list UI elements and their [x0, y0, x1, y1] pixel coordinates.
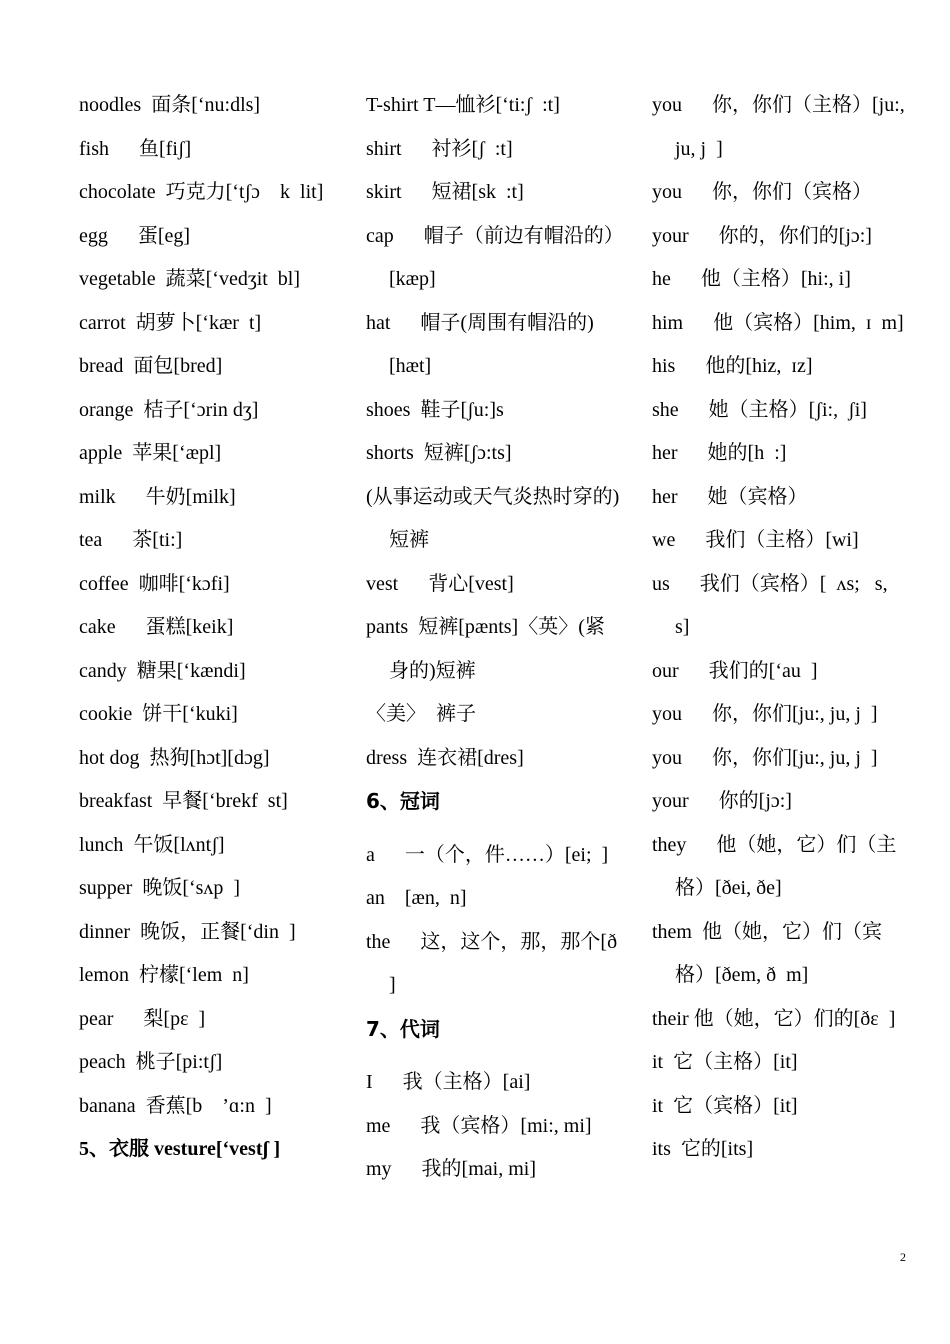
vocab-entry: vest 背心[vest]: [366, 572, 514, 595]
vocab-entry: an [æn, n]: [366, 887, 467, 909]
vocab-entry: (从事运动或天气炎热时穿的)短裤: [366, 485, 620, 551]
vocab-entry: the 这，这个，那，那个[ð ]: [366, 930, 628, 996]
vocab-entry: noodles 面条[‘nu:dls]: [79, 94, 261, 116]
vocab-entry: milk 牛奶[milk]: [79, 485, 236, 508]
vocab-entry: dinner 晚饭，正餐[‘din ]: [79, 920, 296, 943]
vocab-entry: peach 桃子[pi:tʃ]: [79, 1051, 223, 1073]
vocab-entry: she 她（主格）[ʃi:, ʃi]: [652, 398, 867, 421]
vocab-entry: his 他的[hiz, ɪz]: [652, 355, 813, 377]
vocab-entry: apple 苹果[‘æpl]: [79, 442, 222, 464]
vocab-entry: your 你的[jɔ:]: [652, 790, 792, 812]
vocab-entry: lemon 柠檬[‘lem n]: [79, 964, 249, 986]
vocab-entry: pants 短裤[pænts]〈英〉(紧身的)短裤: [366, 616, 605, 682]
section-heading-clothes: 5、衣服 vesture[‘vestʃ ]: [79, 1138, 281, 1160]
vocab-entry: it 它（主格）[it]: [652, 1051, 798, 1073]
vocab-entry: you 你，你们（主格）[ju:, ju, j ]: [652, 94, 910, 160]
vocab-entry: tea 茶[ti:]: [79, 529, 183, 551]
column-2: [366, 84, 628, 1192]
vocab-entry: it 它（宾格）[it]: [652, 1094, 798, 1117]
vocab-entry: egg 蛋[eg]: [79, 224, 191, 247]
vocab-entry: vegetable 蔬菜[‘vedʒit bl]: [79, 268, 301, 290]
vocab-entry: shorts 短裤[ʃɔ:ts]: [366, 442, 512, 464]
vocab-entry: shoes 鞋子[ʃu:]s: [366, 398, 504, 421]
vocab-entry: our 我们的[‘au ]: [652, 659, 818, 682]
vocab-entry: T-shirt T—恤衫[‘ti:ʃ :t]: [366, 94, 560, 116]
vocab-entry: pear 梨[pɛ ]: [79, 1007, 206, 1030]
vocab-entry: hot dog 热狗[hɔt][dɔg]: [79, 746, 270, 769]
section-heading-articles: 6、冠词: [366, 789, 440, 813]
vocab-entry: you 你，你们（宾格）: [652, 181, 872, 203]
vocab-entry: her 她（宾格）: [652, 485, 808, 508]
vocab-entry: skirt 短裙[sk :t]: [366, 181, 524, 203]
vocab-entry: they 他（她，它）们（主格）[ðei, ðe]: [652, 833, 897, 899]
vocab-entry: cake 蛋糕[keik]: [79, 616, 234, 638]
vocab-entry: you 你，你们[ju:, ju, j ]: [652, 703, 878, 725]
vocab-entry: dress 连衣裙[dres]: [366, 746, 524, 769]
vocab-entry: her 她的[h :]: [652, 442, 787, 464]
vocab-entry: orange 桔子[‘ɔrin dʒ]: [79, 398, 259, 421]
vocab-entry: coffee 咖啡[‘kɔfi]: [79, 572, 230, 595]
vocab-entry: we 我们（主格）[wi]: [652, 529, 859, 551]
vocab-entry: bread 面包[bred]: [79, 355, 223, 377]
vocab-entry: banana 香蕉[b ’ɑ:n ]: [79, 1094, 272, 1117]
page-number: 2: [900, 1250, 906, 1264]
vocab-entry: lunch 午饭[lʌntʃ]: [79, 833, 225, 856]
vocab-entry: us 我们（宾格）[ ʌs; s, s]: [652, 572, 898, 638]
vocab-entry: supper 晚饭[‘sʌp ]: [79, 877, 241, 899]
vocab-entry: me 我（宾格）[mi:, mi]: [366, 1114, 592, 1137]
vocab-entry: cap 帽子（前边有帽沿的）[kæp]: [366, 224, 624, 290]
vocab-entry: breakfast 早餐[‘brekf st]: [79, 790, 288, 812]
column-3: [652, 84, 910, 1172]
vocab-entry: candy 糖果[‘kændi]: [79, 659, 246, 682]
vocab-entry: carrot 胡萝卜[‘kær t]: [79, 311, 262, 334]
section-heading-pronouns: 7、代词: [366, 1016, 440, 1041]
vocab-entry: he 他（主格）[hi:, i]: [652, 268, 851, 290]
column-1: [79, 84, 349, 1182]
vocab-entry: chocolate 巧克力[‘tʃɔ k lit]: [79, 181, 324, 203]
vocab-entry: their 他（她，它）们的[ðɛ ]: [652, 1007, 896, 1030]
vocab-entry: 〈美〉 裤子: [366, 703, 476, 725]
vocab-entry: cookie 饼干[‘kuki]: [79, 703, 238, 725]
vocab-entry: him 他（宾格）[him, ɪ m]: [652, 311, 904, 334]
vocab-entry: your 你的，你们的[jɔ:]: [652, 224, 872, 247]
vocab-entry: its 它的[its]: [652, 1138, 754, 1160]
vocab-entry: a 一（个，件……）[ei; ]: [366, 843, 609, 866]
vocab-entry: shirt 衬衫[ʃ :t]: [366, 137, 513, 160]
vocab-entry: I 我（主格）[ai]: [366, 1071, 531, 1093]
vocab-entry: hat 帽子(周围有帽沿的)[hæt]: [366, 311, 594, 377]
vocab-entry: you 你，你们[ju:, ju, j ]: [652, 746, 878, 769]
vocab-entry: them 他（她，它）们（宾格）[ðem, ð m]: [652, 920, 882, 986]
vocab-entry: my 我的[mai, mi]: [366, 1158, 536, 1180]
vocab-entry: fish 鱼[fiʃ]: [79, 137, 192, 160]
